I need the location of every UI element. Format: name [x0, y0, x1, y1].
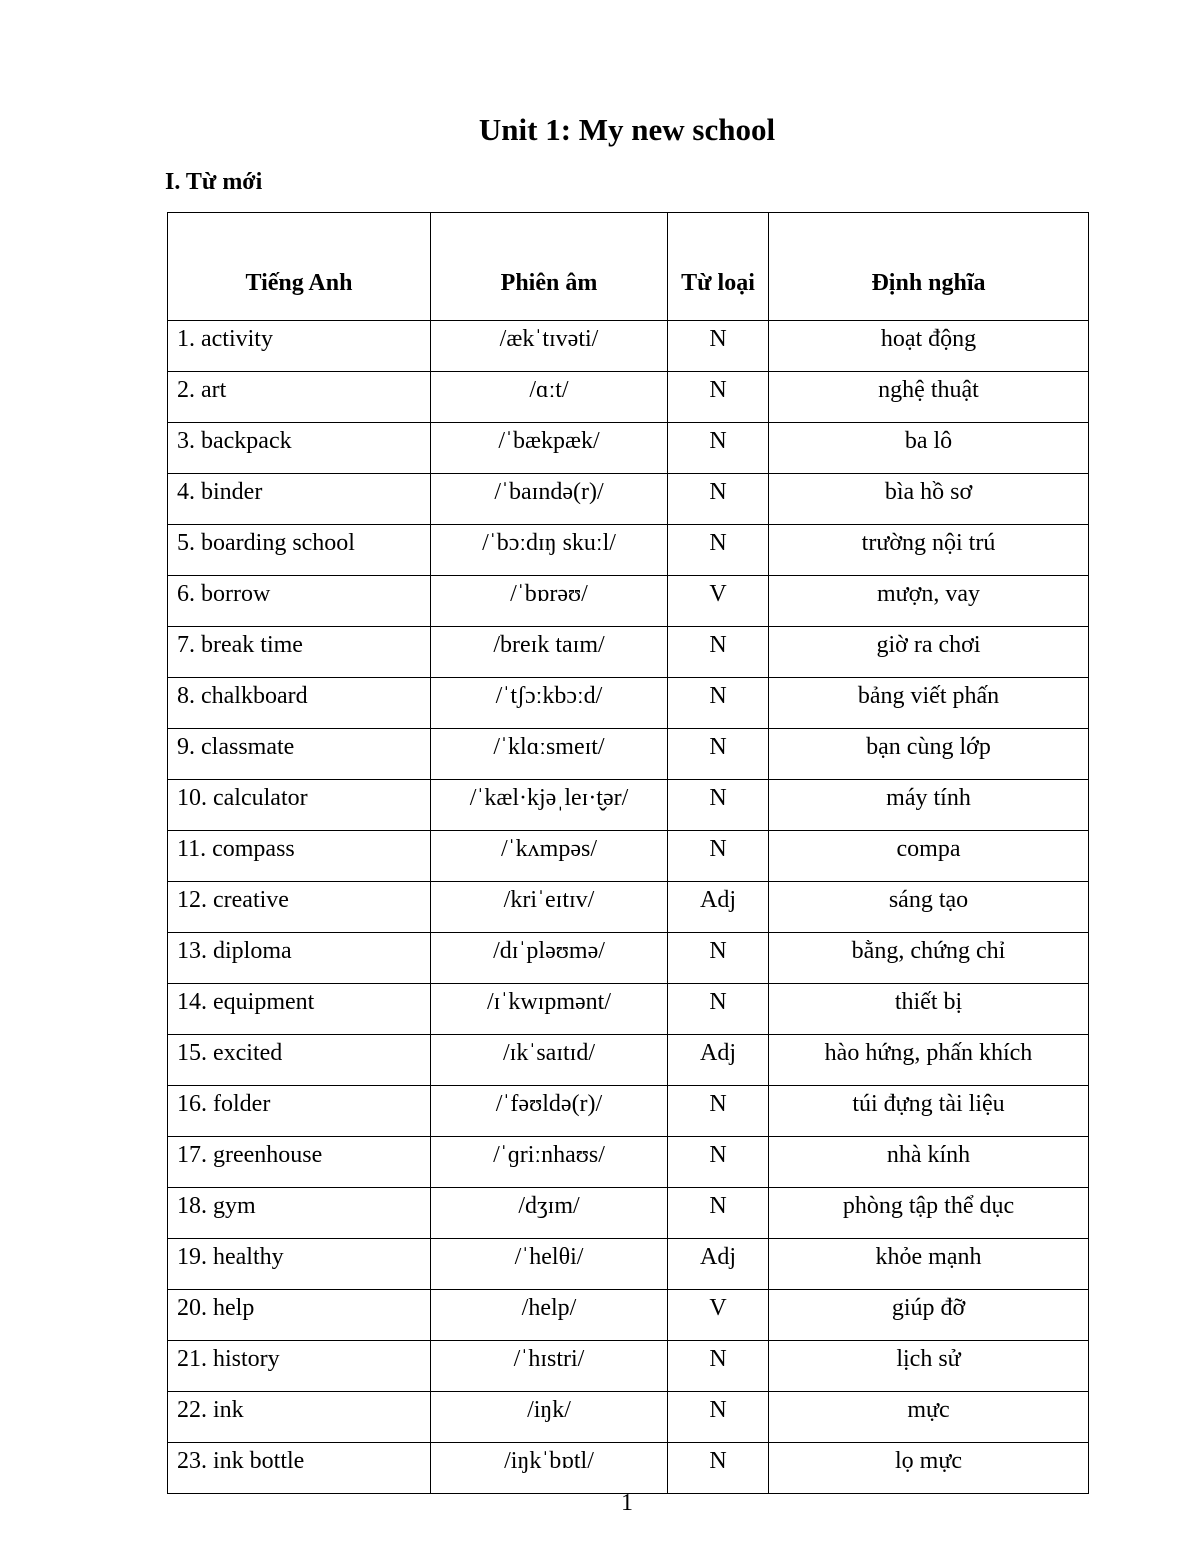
pronunciation-cell: /ˈfəʊldə(r)/	[431, 1086, 668, 1137]
definition-cell: giờ ra chơi	[769, 627, 1089, 678]
pronunciation-cell: /ˈklɑːsmeɪt/	[431, 729, 668, 780]
table-row	[168, 1137, 1089, 1188]
english-word-cell: 15. excited	[168, 1035, 431, 1086]
english-word-cell: 6. borrow	[168, 576, 431, 627]
word-class-cell: N	[668, 525, 769, 576]
table-header-row	[168, 213, 1089, 321]
word-class-cell: N	[668, 1137, 769, 1188]
pronunciation-cell: /ˈhɪstri/	[431, 1341, 668, 1392]
pronunciation-cell: /ˈtʃɔːkbɔːd/	[431, 678, 668, 729]
english-word-cell: 16. folder	[168, 1086, 431, 1137]
pronunciation-cell: /breɪk taɪm/	[431, 627, 668, 678]
pronunciation-cell: /dɪˈpləʊmə/	[431, 933, 668, 984]
word-class-cell: N	[668, 321, 769, 372]
english-word-cell: 23. ink bottle	[168, 1443, 431, 1494]
table-row	[168, 984, 1089, 1035]
english-word-cell: 8. chalkboard	[168, 678, 431, 729]
word-class-cell: N	[668, 984, 769, 1035]
word-class-cell: V	[668, 576, 769, 627]
word-class-cell: N	[668, 474, 769, 525]
table-row	[168, 576, 1089, 627]
definition-cell: máy tính	[769, 780, 1089, 831]
table-row	[168, 933, 1089, 984]
header-definition: Định nghĩa	[769, 213, 1089, 321]
table-row	[168, 780, 1089, 831]
english-word-cell: 1. activity	[168, 321, 431, 372]
definition-cell: hào hứng, phấn khích	[769, 1035, 1089, 1086]
pronunciation-cell: /ɪˈkwɪpmənt/	[431, 984, 668, 1035]
english-word-cell: 22. ink	[168, 1392, 431, 1443]
english-word-cell: 2. art	[168, 372, 431, 423]
definition-cell: bằng, chứng chỉ	[769, 933, 1089, 984]
pronunciation-cell: /ˈbækpæk/	[431, 423, 668, 474]
english-word-cell: 11. compass	[168, 831, 431, 882]
definition-cell: thiết bị	[769, 984, 1089, 1035]
pronunciation-cell: /ˈkæl·kjəˌleɪ·t̬ər/	[431, 780, 668, 831]
english-word-cell: 12. creative	[168, 882, 431, 933]
english-word-cell: 10. calculator	[168, 780, 431, 831]
word-class-cell: N	[668, 780, 769, 831]
pronunciation-cell: /ˈkʌmpəs/	[431, 831, 668, 882]
definition-cell: khỏe mạnh	[769, 1239, 1089, 1290]
table-row	[168, 1392, 1089, 1443]
table-row	[168, 321, 1089, 372]
definition-cell: nhà kính	[769, 1137, 1089, 1188]
section-heading: I. Từ mới	[165, 169, 263, 195]
word-class-cell: N	[668, 372, 769, 423]
english-word-cell: 21. history	[168, 1341, 431, 1392]
word-class-cell: Adj	[668, 1035, 769, 1086]
table-row	[168, 423, 1089, 474]
word-class-cell: N	[668, 1392, 769, 1443]
table-row	[168, 678, 1089, 729]
table-row	[168, 1290, 1089, 1341]
table-row	[168, 1239, 1089, 1290]
english-word-cell: 18. gym	[168, 1188, 431, 1239]
definition-cell: mượn, vay	[769, 576, 1089, 627]
table-row	[168, 831, 1089, 882]
pronunciation-cell: /ækˈtɪvəti/	[431, 321, 668, 372]
table-row	[168, 627, 1089, 678]
table-row	[168, 1443, 1089, 1494]
header-pronunciation: Phiên âm	[431, 213, 668, 321]
definition-cell: bảng viết phấn	[769, 678, 1089, 729]
vocabulary-table	[167, 212, 1089, 1494]
english-word-cell: 5. boarding school	[168, 525, 431, 576]
word-class-cell: N	[668, 627, 769, 678]
definition-cell: giúp đỡ	[769, 1290, 1089, 1341]
table-row	[168, 882, 1089, 933]
word-class-cell: N	[668, 423, 769, 474]
word-class-cell: V	[668, 1290, 769, 1341]
word-class-cell: N	[668, 678, 769, 729]
word-class-cell: N	[668, 1188, 769, 1239]
header-english: Tiếng Anh	[168, 213, 431, 321]
word-class-cell: N	[668, 933, 769, 984]
definition-cell: trường nội trú	[769, 525, 1089, 576]
table-row	[168, 1086, 1089, 1137]
english-word-cell: 19. healthy	[168, 1239, 431, 1290]
definition-cell: mực	[769, 1392, 1089, 1443]
english-word-cell: 13. diploma	[168, 933, 431, 984]
word-class-cell: N	[668, 1086, 769, 1137]
english-word-cell: 3. backpack	[168, 423, 431, 474]
page-title: Unit 1: My new school	[478, 112, 776, 147]
pronunciation-cell: /dʒɪm/	[431, 1188, 668, 1239]
word-class-cell: N	[668, 1341, 769, 1392]
definition-cell: sáng tạo	[769, 882, 1089, 933]
definition-cell: túi đựng tài liệu	[769, 1086, 1089, 1137]
definition-cell: bìa hồ sơ	[769, 474, 1089, 525]
pronunciation-cell: /ɑːt/	[431, 372, 668, 423]
english-word-cell: 7. break time	[168, 627, 431, 678]
table-row	[168, 1035, 1089, 1086]
pronunciation-cell: /ˈbɔːdɪŋ skuːl/	[431, 525, 668, 576]
table-row	[168, 1188, 1089, 1239]
pronunciation-cell: /ˈɡriːnhaʊs/	[431, 1137, 668, 1188]
pronunciation-cell: /iŋk/	[431, 1392, 668, 1443]
word-class-cell: Adj	[668, 1239, 769, 1290]
english-word-cell: 17. greenhouse	[168, 1137, 431, 1188]
english-word-cell: 9. classmate	[168, 729, 431, 780]
definition-cell: bạn cùng lớp	[769, 729, 1089, 780]
pronunciation-cell: /help/	[431, 1290, 668, 1341]
definition-cell: lịch sử	[769, 1341, 1089, 1392]
english-word-cell: 4. binder	[168, 474, 431, 525]
table-row	[168, 729, 1089, 780]
word-class-cell: N	[668, 729, 769, 780]
table-row	[168, 474, 1089, 525]
definition-cell: lọ mực	[769, 1443, 1089, 1494]
word-class-cell: N	[668, 831, 769, 882]
word-class-cell: Adj	[668, 882, 769, 933]
definition-cell: ba lô	[769, 423, 1089, 474]
english-word-cell: 14. equipment	[168, 984, 431, 1035]
table-row	[168, 525, 1089, 576]
header-word-class: Từ loại	[668, 213, 769, 321]
pronunciation-cell: /ˈhelθi/	[431, 1239, 668, 1290]
word-class-cell: N	[668, 1443, 769, 1494]
table-row	[168, 372, 1089, 423]
pronunciation-cell: /ˈbɒrəʊ/	[431, 576, 668, 627]
definition-cell: compa	[769, 831, 1089, 882]
table-row	[168, 1341, 1089, 1392]
definition-cell: phòng tập thể dục	[769, 1188, 1089, 1239]
pronunciation-cell: /ˈbaɪndə(r)/	[431, 474, 668, 525]
pronunciation-cell: /kriˈeɪtɪv/	[431, 882, 668, 933]
pronunciation-cell: /ɪkˈsaɪtɪd/	[431, 1035, 668, 1086]
page-number: 1	[621, 1490, 633, 1516]
english-word-cell: 20. help	[168, 1290, 431, 1341]
pronunciation-cell: /iŋkˈbɒtl/	[431, 1443, 668, 1494]
definition-cell: nghệ thuật	[769, 372, 1089, 423]
definition-cell: hoạt động	[769, 321, 1089, 372]
